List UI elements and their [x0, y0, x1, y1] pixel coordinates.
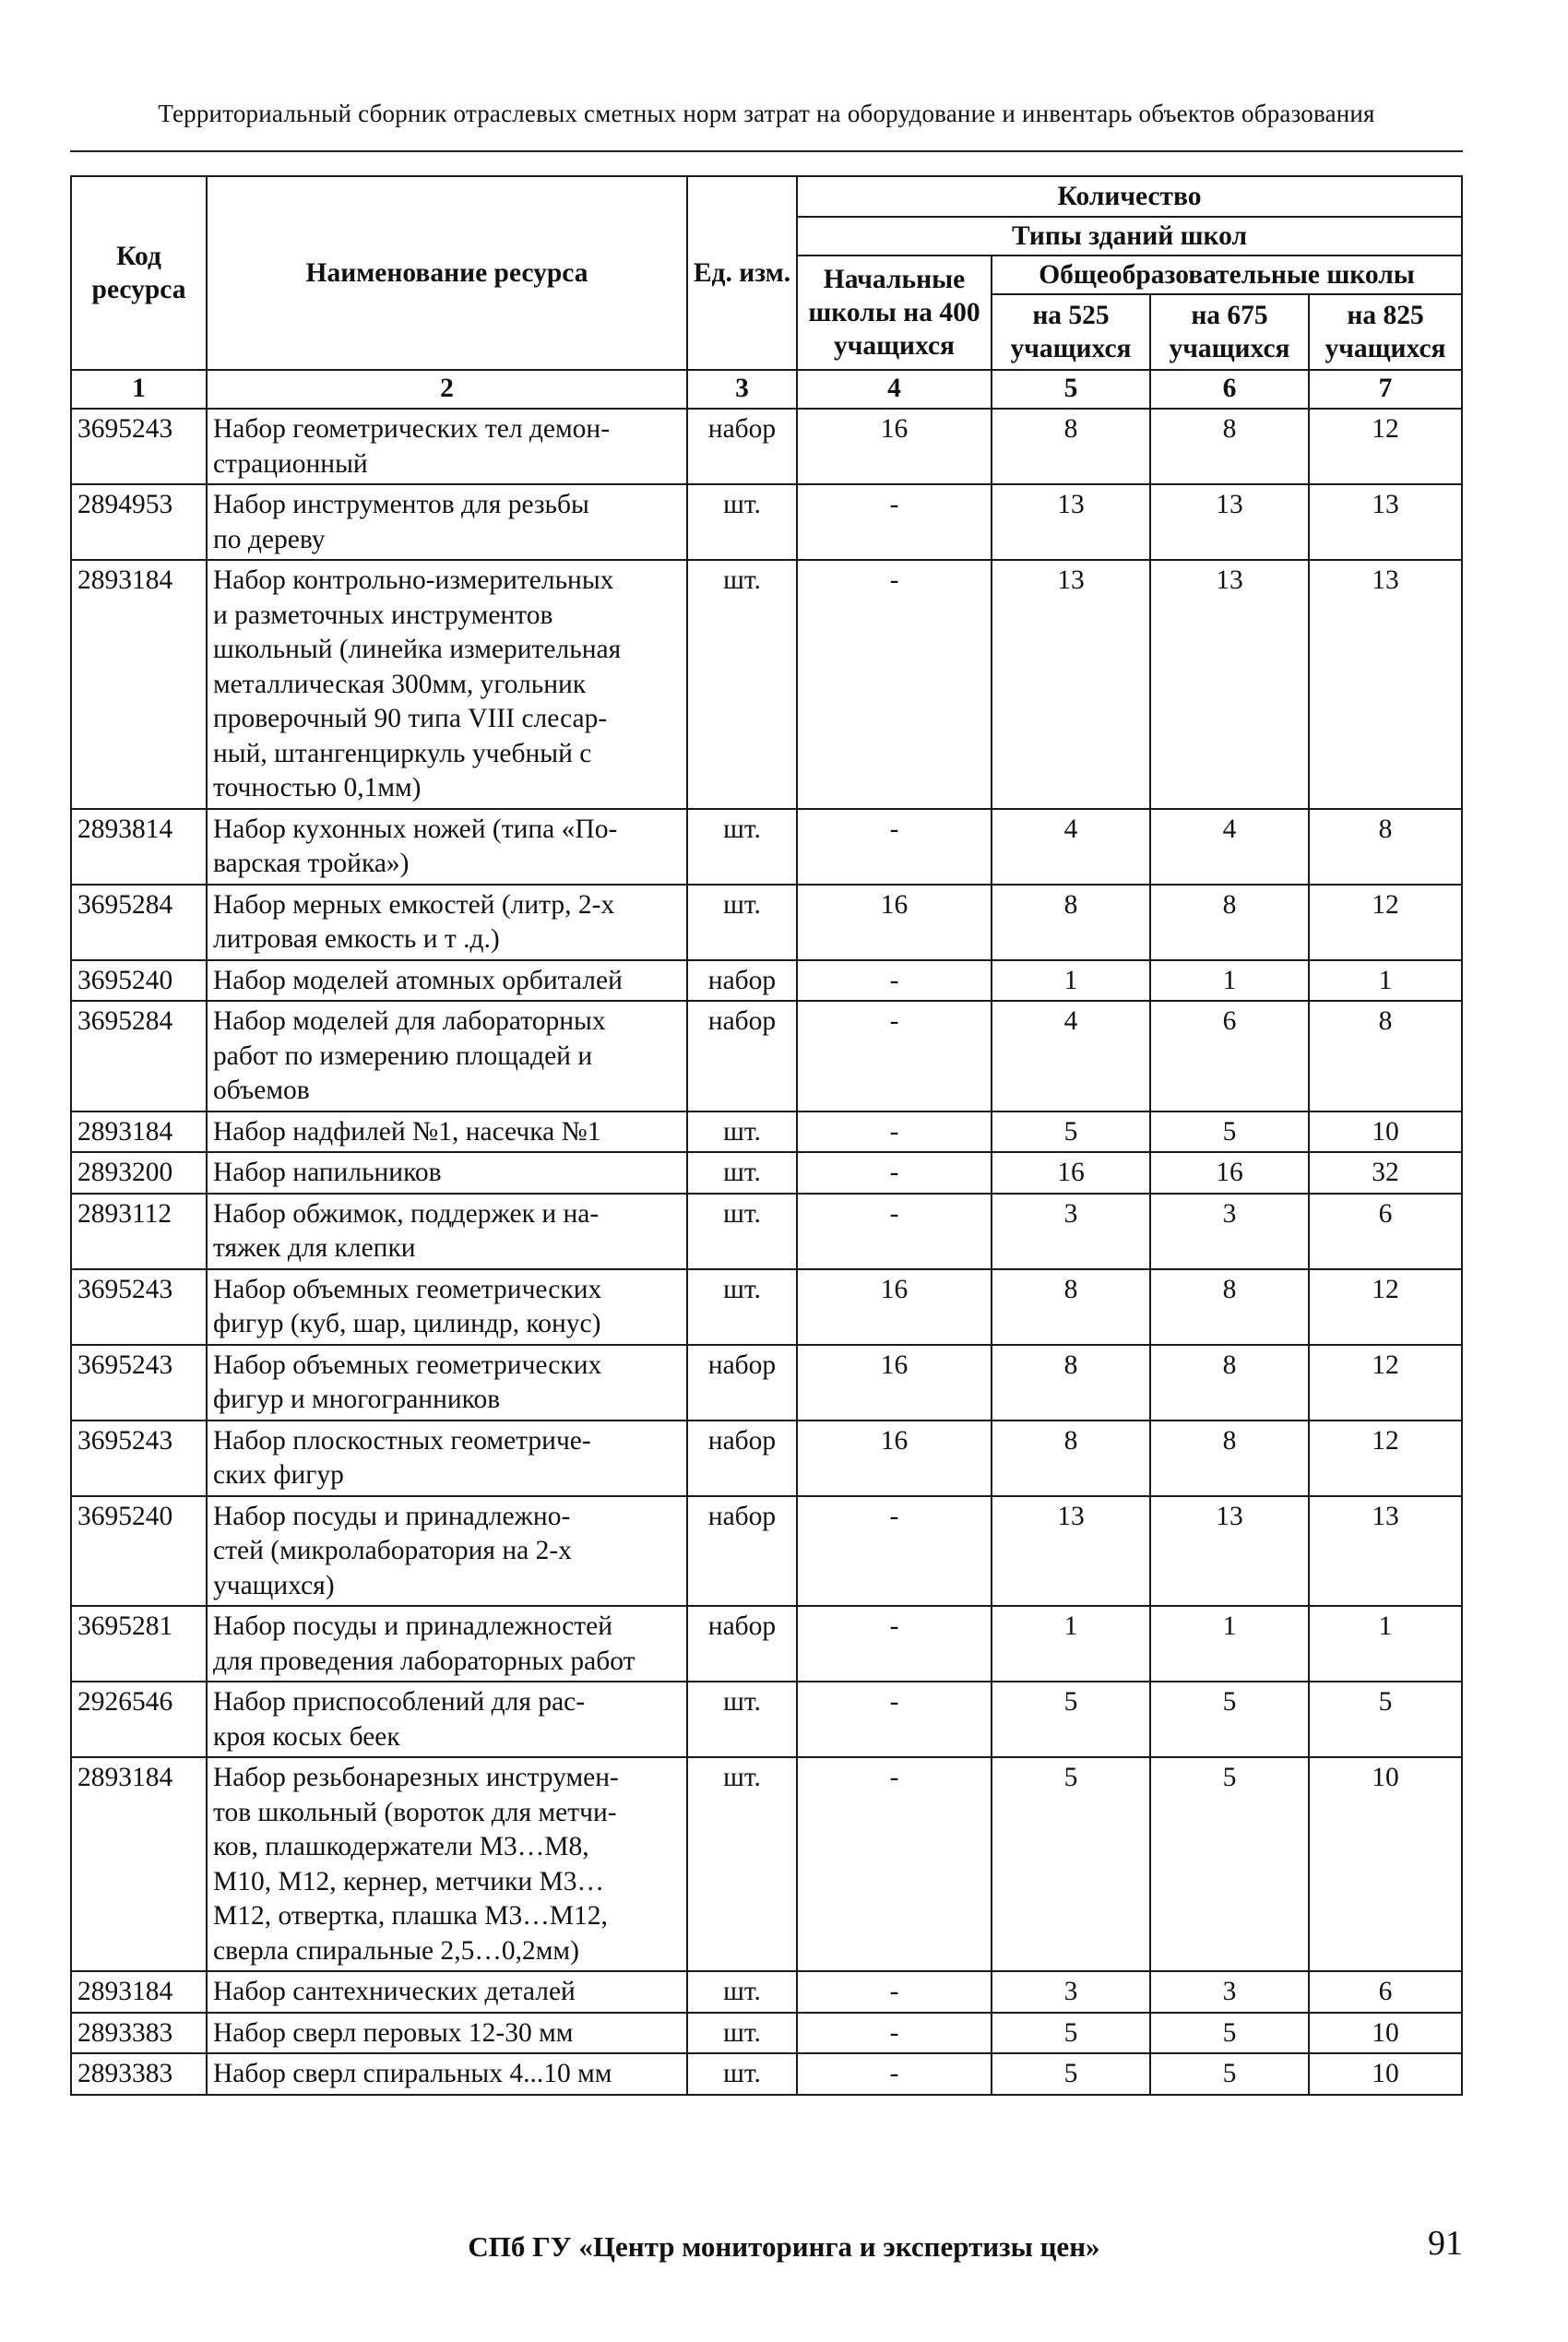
unit-of-measure: набор [687, 1496, 797, 1607]
qty-primary-400: - [797, 1496, 992, 1607]
qty-primary-400: - [797, 1001, 992, 1112]
qty-general-675: 5 [1150, 1682, 1309, 1757]
unit-of-measure: набор [687, 1001, 797, 1112]
resource-code: 3695243 [71, 409, 207, 484]
qty-general-675: 3 [1150, 1194, 1309, 1269]
qty-general-525: 1 [992, 1606, 1150, 1682]
page-header-title: Территориальный сборник отраслевых сметных норм затрат на оборудование и инвентарь объектов образования [158, 100, 1375, 127]
table-row [71, 960, 1462, 1002]
table-row [71, 1971, 1462, 2013]
qty-primary-400: - [797, 1971, 992, 2013]
resource-code: 2926546 [71, 1682, 207, 1757]
resource-code: 3695243 [71, 1345, 207, 1421]
resource-code: 2893184 [71, 1757, 207, 1971]
qty-general-825: 1 [1309, 1606, 1462, 1682]
resource-name: Набор приспособлений для рас- кроя косых беек [207, 1682, 687, 1757]
qty-primary-400: - [797, 560, 992, 809]
header-unit: Ед. изм. [687, 176, 797, 370]
qty-primary-400: 16 [797, 1345, 992, 1421]
resource-name: Набор напильников [207, 1152, 687, 1194]
resource-code: 3695281 [71, 1606, 207, 1682]
resource-code: 2893383 [71, 2053, 207, 2095]
qty-general-675: 8 [1150, 885, 1309, 960]
header-quantity: Количество [797, 176, 1462, 217]
column-number: 3 [687, 370, 797, 409]
qty-general-525: 13 [992, 560, 1150, 809]
unit-of-measure: набор [687, 409, 797, 484]
table-row [71, 1421, 1462, 1496]
resource-name: Набор посуды и принадлежностей для проведения лабораторных работ [207, 1606, 687, 1682]
header-name: Наименование ресурса [207, 176, 687, 370]
unit-of-measure: шт. [687, 1757, 797, 1971]
column-number: 2 [207, 370, 687, 409]
qty-general-825: 13 [1309, 560, 1462, 809]
resource-code: 2893112 [71, 1194, 207, 1269]
qty-general-525: 5 [992, 1757, 1150, 1971]
resource-code: 2893184 [71, 1971, 207, 2013]
qty-primary-400: - [797, 2053, 992, 2095]
qty-general-825: 6 [1309, 1194, 1462, 1269]
resource-name: Набор посуды и принадлежно- стей (микролаборатория на 2-х учащихся) [207, 1496, 687, 1607]
qty-general-525: 8 [992, 1269, 1150, 1345]
table-row [71, 409, 1462, 484]
column-number: 6 [1150, 370, 1309, 409]
resource-name: Набор объемных геометрических фигур и многогранников [207, 1345, 687, 1421]
table-row [71, 1269, 1462, 1345]
qty-general-825: 12 [1309, 1421, 1462, 1496]
qty-general-525: 5 [992, 2013, 1150, 2054]
resource-code: 2893184 [71, 560, 207, 809]
table-row [71, 2053, 1462, 2095]
column-number: 5 [992, 370, 1150, 409]
qty-general-525: 4 [992, 1001, 1150, 1112]
qty-primary-400: - [797, 2013, 992, 2054]
resource-table [70, 175, 1463, 2096]
resource-name: Набор моделей атомных орбиталей [207, 960, 687, 1002]
resource-code: 2893383 [71, 2013, 207, 2054]
unit-of-measure: шт. [687, 1194, 797, 1269]
resource-code: 2893814 [71, 809, 207, 885]
qty-general-825: 10 [1309, 2013, 1462, 2054]
table-row [71, 2013, 1462, 2054]
resource-name: Набор плоскостных геометриче- ских фигур [207, 1421, 687, 1496]
table-row [71, 1757, 1462, 1971]
qty-general-675: 5 [1150, 2053, 1309, 2095]
qty-general-525: 8 [992, 885, 1150, 960]
resource-name: Набор обжимок, поддержек и на- тяжек для клепки [207, 1194, 687, 1269]
resource-name: Набор моделей для лабораторных работ по измерению площадей и объемов [207, 1001, 687, 1112]
qty-general-675: 16 [1150, 1152, 1309, 1194]
resource-name: Набор надфилей №1, насечка №1 [207, 1112, 687, 1153]
qty-general-675: 13 [1150, 484, 1309, 560]
qty-primary-400: 16 [797, 1421, 992, 1496]
resource-name: Набор мерных емкостей (литр, 2-х литровая емкость и т .д.) [207, 885, 687, 960]
page-number: 91 [1428, 2224, 1463, 2263]
table-row [71, 809, 1462, 885]
qty-general-675: 3 [1150, 1971, 1309, 2013]
qty-general-675: 8 [1150, 409, 1309, 484]
resource-name: Набор контрольно-измерительных и разметочных инструментов школьный (линейка измерительная металлическая 300мм, угольник проверочный 90 типа VIII слесар- ный, штангенциркуль учебный с точностью 0,1мм) [207, 560, 687, 809]
qty-general-825: 12 [1309, 885, 1462, 960]
table-row [71, 560, 1462, 809]
qty-general-675: 13 [1150, 560, 1309, 809]
qty-primary-400: - [797, 809, 992, 885]
resource-name: Набор сверл спиральных 4...10 мм [207, 2053, 687, 2095]
qty-general-825: 5 [1309, 1682, 1462, 1757]
qty-primary-400: - [797, 1682, 992, 1757]
resource-code: 3695284 [71, 885, 207, 960]
unit-of-measure: шт. [687, 1682, 797, 1757]
resource-code: 2894953 [71, 484, 207, 560]
qty-general-525: 13 [992, 1496, 1150, 1607]
resource-name: Набор геометрических тел демон- страционный [207, 409, 687, 484]
qty-general-825: 10 [1309, 2053, 1462, 2095]
qty-general-675: 13 [1150, 1496, 1309, 1607]
qty-primary-400: - [797, 1112, 992, 1153]
header-525: на 525 учащихся [992, 294, 1150, 370]
column-number: 1 [71, 370, 207, 409]
resource-name: Набор сверл перовых 12-30 мм [207, 2013, 687, 2054]
qty-primary-400: - [797, 1152, 992, 1194]
qty-general-675: 5 [1150, 1112, 1309, 1153]
header-675: на 675 учащихся [1150, 294, 1309, 370]
qty-general-675: 1 [1150, 1606, 1309, 1682]
qty-general-525: 3 [992, 1194, 1150, 1269]
table-row [71, 1496, 1462, 1607]
table-row [71, 885, 1462, 960]
table-row [71, 1345, 1462, 1421]
qty-primary-400: 16 [797, 885, 992, 960]
unit-of-measure: шт. [687, 484, 797, 560]
column-number: 7 [1309, 370, 1462, 409]
qty-general-525: 8 [992, 409, 1150, 484]
qty-general-675: 4 [1150, 809, 1309, 885]
table-row [71, 1152, 1462, 1194]
unit-of-measure: шт. [687, 1152, 797, 1194]
resource-code: 2893200 [71, 1152, 207, 1194]
header-divider [70, 150, 1463, 152]
qty-primary-400: - [797, 960, 992, 1002]
unit-of-measure: шт. [687, 560, 797, 809]
resource-code: 3695240 [71, 960, 207, 1002]
unit-of-measure: набор [687, 1606, 797, 1682]
qty-general-825: 8 [1309, 809, 1462, 885]
qty-primary-400: 16 [797, 1269, 992, 1345]
qty-general-825: 32 [1309, 1152, 1462, 1194]
qty-primary-400: 16 [797, 409, 992, 484]
table-row [71, 1606, 1462, 1682]
unit-of-measure: шт. [687, 809, 797, 885]
unit-of-measure: шт. [687, 1269, 797, 1345]
qty-general-675: 5 [1150, 1757, 1309, 1971]
qty-general-525: 8 [992, 1421, 1150, 1496]
resource-code: 3695243 [71, 1421, 207, 1496]
resource-name: Набор сантехнических деталей [207, 1971, 687, 2013]
qty-general-525: 5 [992, 1112, 1150, 1153]
qty-general-825: 12 [1309, 1345, 1462, 1421]
qty-general-825: 10 [1309, 1757, 1462, 1971]
footer-publisher: СПб ГУ «Центр мониторинга и экспертизы цен» [468, 2230, 1100, 2263]
qty-general-675: 8 [1150, 1269, 1309, 1345]
qty-primary-400: - [797, 1606, 992, 1682]
header-code: Код ресурса [71, 176, 207, 370]
resource-name: Набор инструментов для резьбы по дереву [207, 484, 687, 560]
qty-general-525: 5 [992, 1682, 1150, 1757]
qty-general-825: 12 [1309, 1269, 1462, 1345]
qty-general-675: 5 [1150, 2013, 1309, 2054]
resource-code: 3695284 [71, 1001, 207, 1112]
resource-name: Набор резьбонарезных инструмен- тов школьный (вороток для метчи- ков, плашкодержатели М3…М8, М10, М12, кернер, метчики М3… М12, отвертка, плашка М3…М12, сверла спиральные 2,5…0,2мм) [207, 1757, 687, 1971]
qty-general-525: 8 [992, 1345, 1150, 1421]
qty-general-825: 8 [1309, 1001, 1462, 1112]
table-row [71, 1001, 1462, 1112]
unit-of-measure: шт. [687, 2053, 797, 2095]
qty-general-525: 4 [992, 809, 1150, 885]
resource-name: Набор кухонных ножей (типа «По- варская тройка») [207, 809, 687, 885]
resource-code: 2893184 [71, 1112, 207, 1153]
table-row [71, 1682, 1462, 1757]
qty-general-525: 5 [992, 2053, 1150, 2095]
qty-general-825: 6 [1309, 1971, 1462, 2013]
unit-of-measure: набор [687, 960, 797, 1002]
table-row [71, 1194, 1462, 1269]
table-row [71, 1112, 1462, 1153]
unit-of-measure: набор [687, 1421, 797, 1496]
qty-general-525: 3 [992, 1971, 1150, 2013]
unit-of-measure: шт. [687, 1112, 797, 1153]
unit-of-measure: шт. [687, 1971, 797, 2013]
qty-primary-400: - [797, 1757, 992, 1971]
column-number: 4 [797, 370, 992, 409]
qty-general-825: 1 [1309, 960, 1462, 1002]
resource-code: 3695240 [71, 1496, 207, 1607]
qty-general-825: 13 [1309, 484, 1462, 560]
qty-general-525: 16 [992, 1152, 1150, 1194]
resource-code: 3695243 [71, 1269, 207, 1345]
table-row [71, 484, 1462, 560]
qty-primary-400: - [797, 484, 992, 560]
header-general-schools: Общеобразовательные школы [992, 256, 1462, 294]
column-number-row [71, 370, 1462, 409]
qty-primary-400: - [797, 1194, 992, 1269]
qty-general-675: 8 [1150, 1345, 1309, 1421]
unit-of-measure: шт. [687, 885, 797, 960]
qty-general-825: 13 [1309, 1496, 1462, 1607]
header-building-types: Типы зданий школ [797, 217, 1462, 256]
qty-general-675: 6 [1150, 1001, 1309, 1112]
qty-general-675: 8 [1150, 1421, 1309, 1496]
unit-of-measure: шт. [687, 2013, 797, 2054]
qty-general-825: 10 [1309, 1112, 1462, 1153]
qty-general-825: 12 [1309, 409, 1462, 484]
qty-general-525: 13 [992, 484, 1150, 560]
header-825: на 825 учащихся [1309, 294, 1462, 370]
qty-general-525: 1 [992, 960, 1150, 1002]
header-primary-schools: Начальные школы на 400 учащихся [797, 256, 992, 370]
resource-name: Набор объемных геометрических фигур (куб, шар, цилиндр, конус) [207, 1269, 687, 1345]
qty-general-675: 1 [1150, 960, 1309, 1002]
unit-of-measure: набор [687, 1345, 797, 1421]
